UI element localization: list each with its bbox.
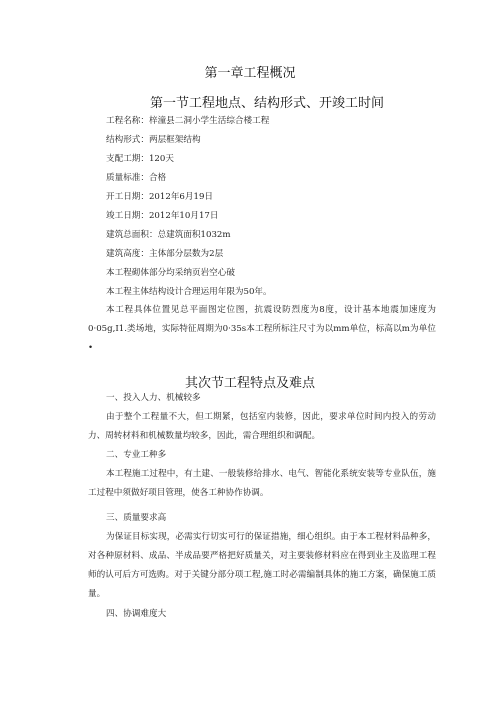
section1-title: 第一节工程地点、结构形式、开竣工时间 — [150, 96, 385, 111]
item4-heading: 四、协调难度大 — [106, 609, 167, 619]
total-area-line: 建筑总面积：总建筑面积1032m — [106, 230, 231, 240]
section2-title: 其次节工程特点及难点 — [184, 376, 315, 391]
structure-type-line: 结构形式：两层框架结构 — [106, 135, 201, 145]
duration-line: 支配工期：120天 — [106, 154, 174, 164]
project-name-line: 工程名称：梓潼县二洞小学生活综合楼工程 — [106, 116, 270, 126]
design-life-line: 本工程主体结构设计合理运用年限为50年。 — [106, 287, 272, 297]
item1-heading: 一、投入人力、机械较多 — [106, 393, 201, 403]
item3-heading: 三、质量要求高 — [106, 513, 167, 523]
start-date-line: 开工日期：2012年6月19日 — [106, 192, 214, 202]
item2-paragraph: 本工程施工过程中，有土建、一般装修给排水、电气、智能化系统安装等专业队伍，施工过程中须做好项目管理，使各工种协作协调。 — [88, 469, 436, 498]
chapter-title: 第一章工程概况 — [204, 66, 296, 81]
quality-standard-line: 质量标准：合格 — [106, 173, 167, 183]
item3-paragraph: 为保证目标实现，必需实行切实可行的保证措施，细心组织。由于本工程材料品种多，对各种原材料、成品、半成品要严格把好质量关，对主要装修材料应在得到业主及监理工程师的认可后方可选购。对于关键分部分项工程,施工时必需编制具体的施工方案，确保施工质量。 — [88, 532, 436, 599]
masonry-line: 本工程砌体部分均采纳页岩空心破 — [106, 268, 235, 278]
building-height-line: 建筑高度：主体部分层数为2层 — [106, 249, 224, 259]
seismic-paragraph: 本工程具体位置见总平面图定位图，抗震设防烈度为8度，设计基本地震加速度为0·05g,I1.类场地，实际特征周期为0·35s本工程所标注尺寸为以mm单位，标高以m为单位• — [88, 305, 436, 353]
item2-heading: 二、专业工种多 — [106, 450, 167, 460]
item1-paragraph: 由于整个工程量不大，但工期紧，包括室内装修，因此，要求单位时间内投入的劳动力、周转材料和机械数量均较多，因此，需合理组织和调配。 — [88, 412, 436, 441]
completion-date-line: 竣工日期：2012年10月17日 — [106, 211, 219, 221]
